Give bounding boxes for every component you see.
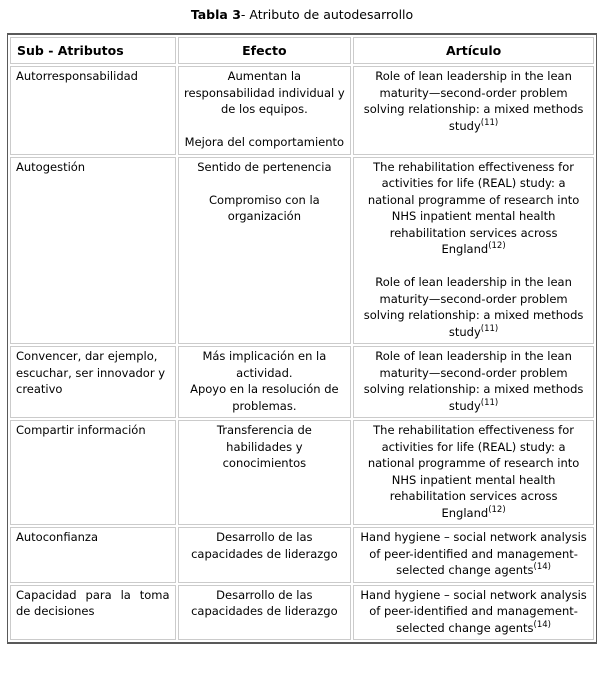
- table-caption: [7, 7, 597, 22]
- cell-articulo: [353, 585, 594, 641]
- paragraph: Role of lean leadership in the lean maturity—second-order problem solving relationship: a mixed methods study$^{(11)}$: [363, 275, 584, 339]
- cell-efecto: [178, 527, 352, 583]
- paragraph: Hand hygiene – social network analysis of peer-identified and management-selected change agents$^{(14)}$: [360, 530, 587, 577]
- table-row: [10, 585, 594, 641]
- reference-superscript: (11): [480, 323, 499, 334]
- table-header: [10, 37, 594, 64]
- blank-line: [359, 258, 588, 275]
- blank-line: [184, 175, 346, 192]
- table-row: [10, 527, 594, 583]
- attributes-table: [7, 33, 597, 644]
- col-header-efecto: Efecto: [178, 37, 352, 64]
- cell-sub-atributo: [10, 66, 176, 155]
- cell-sub-atributo: [10, 527, 176, 583]
- col-header-sub-atributos: Sub - Atributos: [10, 37, 176, 64]
- cell-articulo: [353, 527, 594, 583]
- cell-sub-atributo: [10, 585, 176, 641]
- paragraph: The rehabilitation effectiveness for activities for life (REAL) study: a national programme of research into NHS inpatient mental health rehabilitation services across England$^{(12)}$: [367, 159, 580, 256]
- table-row: [10, 420, 594, 525]
- paragraph: Autoconfianza: [16, 530, 99, 544]
- reference-superscript: (12): [488, 504, 506, 515]
- cell-efecto: [178, 66, 352, 155]
- table-row: [10, 157, 594, 345]
- paragraph: The rehabilitation effectiveness for activities for life (REAL) study: a national programme of research into NHS inpatient mental health rehabilitation services across England$^{(12)}$: [367, 423, 580, 520]
- reference-superscript: (11): [480, 117, 499, 128]
- cell-sub-atributo: [10, 346, 176, 418]
- paragraph: Compartir información: [16, 423, 146, 437]
- reference-superscript: (12): [488, 241, 506, 252]
- cell-efecto: [178, 346, 352, 418]
- reference-superscript: (11): [480, 397, 499, 408]
- cell-articulo: [353, 66, 594, 155]
- paragraph: Role of lean leadership in the lean maturity—second-order problem solving relationship: a mixed methods study$^{(11)}$: [363, 69, 584, 133]
- paragraph: Capacidad para la toma de decisiones: [16, 587, 170, 618]
- paragraph: Desarrollo de las capacidades de liderazgo: [191, 587, 338, 618]
- caption-label: Tabla 3: [190, 7, 241, 22]
- cell-articulo: [353, 346, 594, 418]
- paragraph: Desarrollo de las capacidades de liderazgo: [191, 530, 338, 561]
- cell-sub-atributo: [10, 157, 176, 345]
- table-row: [10, 346, 594, 418]
- cell-articulo: [353, 420, 594, 525]
- blank-line: [184, 118, 346, 135]
- header-row: [10, 37, 594, 64]
- paragraph: Transferencia de habilidades y conocimientos: [216, 423, 312, 470]
- paragraph: Compromiso con la organización: [209, 192, 320, 223]
- cell-efecto: [178, 420, 352, 525]
- caption-text: - Atributo de autodesarrollo: [240, 7, 414, 22]
- reference-superscript: (14): [533, 562, 551, 573]
- paragraph: Role of lean leadership in the lean maturity—second-order problem solving relationship: a mixed methods study$^{(11)}$: [363, 349, 584, 413]
- reference-superscript: (14): [533, 619, 551, 630]
- paragraph: Autogestión: [16, 159, 86, 174]
- table-row: [10, 66, 594, 155]
- paragraph: Sentido de pertenencia: [197, 159, 332, 174]
- paragraph: Autorresponsabilidad: [16, 69, 138, 83]
- paragraph: Aumentan la responsabilidad individual y de los equipos.: [184, 69, 345, 116]
- cell-efecto: [178, 157, 352, 345]
- paragraph: Hand hygiene – social network analysis of peer-identified and management-selected change agents$^{(14)}$: [360, 587, 587, 635]
- paragraph: Mejora del comportamiento: [184, 135, 345, 149]
- cell-articulo: [353, 157, 594, 345]
- paragraph: Apoyo en la resolución de problemas.: [190, 382, 339, 413]
- cell-efecto: [178, 585, 352, 641]
- paragraph: Más implicación en la actividad.: [202, 349, 327, 380]
- table-body: [10, 66, 594, 640]
- col-header-articulo: Artículo: [353, 37, 594, 64]
- paragraph: Convencer, dar ejemplo, escuchar, ser innovador y creativo: [16, 349, 166, 396]
- cell-sub-atributo: [10, 420, 176, 525]
